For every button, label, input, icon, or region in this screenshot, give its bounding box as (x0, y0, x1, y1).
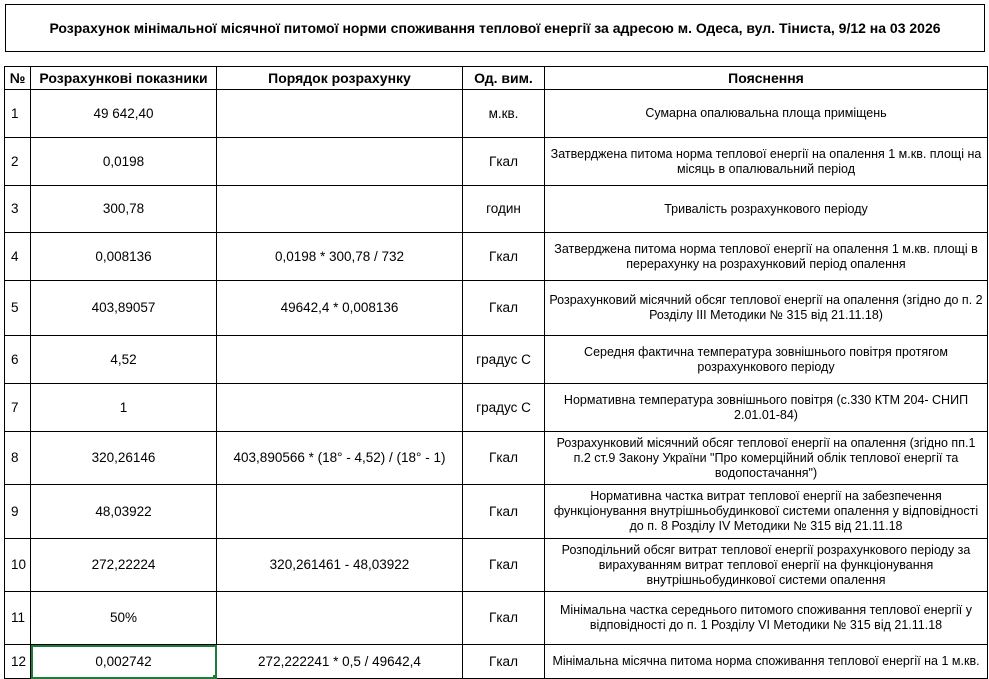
table-row (5, 645, 988, 679)
table-row (5, 384, 988, 432)
table-row (5, 90, 988, 138)
value-cell[interactable]: 50% (31, 592, 217, 645)
table-row (5, 432, 988, 485)
table-row (5, 281, 988, 336)
row-number-cell[interactable]: 7 (5, 384, 31, 432)
value-cell[interactable]: 272,22224 (31, 539, 217, 592)
unit-cell[interactable]: м.кв. (463, 90, 545, 138)
row-number-cell[interactable]: 9 (5, 485, 31, 539)
formula-cell[interactable] (217, 592, 463, 645)
unit-cell[interactable]: Гкал (463, 539, 545, 592)
explanation-cell[interactable]: Затверджена питома норма теплової енергії на опалення 1 м.кв. площі на місяць в опалювальний період (545, 138, 988, 186)
table-row (5, 539, 988, 592)
value-cell[interactable]: 320,26146 (31, 432, 217, 485)
row-number-cell[interactable]: 8 (5, 432, 31, 485)
table-row (5, 592, 988, 645)
explanation-cell[interactable]: Нормативна частка витрат теплової енергії на забезпечення функціонування внутрішньобудинкової системи опалення у відповідності до п. 8 Розділу IV Методики № 315 від 21.11.18 (545, 485, 988, 539)
formula-cell[interactable]: 49642,4 * 0,008136 (217, 281, 463, 336)
explanation-cell[interactable]: Розрахунковий місячний обсяг теплової енергії на опалення (згідно до п. 2 Розділу ІІІ Методики № 315 від 21.11.18) (545, 281, 988, 336)
header-row (5, 67, 988, 90)
explanation-cell[interactable]: Сумарна опалювальна площа приміщень (545, 90, 988, 138)
formula-cell[interactable]: 0,0198 * 300,78 / 732 (217, 233, 463, 281)
value-cell[interactable]: 300,78 (31, 186, 217, 233)
table-row (5, 485, 988, 539)
unit-cell[interactable]: Гкал (463, 138, 545, 186)
formula-cell[interactable]: 403,890566 * (18° - 4,52) / (18° - 1) (217, 432, 463, 485)
header-explanation[interactable]: Пояснення (545, 67, 988, 90)
value-cell[interactable]: 49 642,40 (31, 90, 217, 138)
row-number-cell[interactable]: 1 (5, 90, 31, 138)
formula-cell[interactable] (217, 485, 463, 539)
value-cell-selected[interactable]: 0,002742 (31, 645, 217, 679)
unit-cell[interactable]: Гкал (463, 281, 545, 336)
unit-cell[interactable]: Гкал (463, 592, 545, 645)
formula-cell[interactable] (217, 90, 463, 138)
formula-cell[interactable] (217, 336, 463, 384)
unit-cell[interactable]: Гкал (463, 485, 545, 539)
formula-cell[interactable]: 272,222241 * 0,5 / 49642,4 (217, 645, 463, 679)
table-row (5, 233, 988, 281)
unit-cell[interactable]: годин (463, 186, 545, 233)
row-number-cell[interactable]: 3 (5, 186, 31, 233)
table-row (5, 336, 988, 384)
row-number-cell[interactable]: 12 (5, 645, 31, 679)
calculation-table (4, 66, 988, 679)
header-formula[interactable]: Порядок розрахунку (217, 67, 463, 90)
explanation-cell[interactable]: Нормативна температура зовнішнього повітря (с.330 КТМ 204- СНИП 2.01.01-84) (545, 384, 988, 432)
explanation-cell[interactable]: Середня фактична температура зовнішнього повітря протягом розрахункового періоду (545, 336, 988, 384)
row-number-cell[interactable]: 6 (5, 336, 31, 384)
explanation-cell[interactable]: Затверджена питома норма теплової енергії на опалення 1 м.кв. площі в перерахунку на розрахунковий період опалення (545, 233, 988, 281)
explanation-cell[interactable]: Розрахунковий місячний обсяг теплової енергії на опалення (згідно пп.1 п.2 ст.9 Закону України "Про комерційний облік теплової енергії та водопостачання") (545, 432, 988, 485)
formula-cell[interactable] (217, 186, 463, 233)
explanation-cell[interactable]: Розподільний обсяг витрат теплової енергії розрахункового періоду за вирахуванням витрат теплової енергії на функціонування внутрішньобудинкової системи опалення (545, 539, 988, 592)
table-row (5, 138, 988, 186)
formula-cell[interactable]: 320,261461 - 48,03922 (217, 539, 463, 592)
row-number-cell[interactable]: 2 (5, 138, 31, 186)
unit-cell[interactable]: градус С (463, 384, 545, 432)
unit-cell[interactable]: градус С (463, 336, 545, 384)
explanation-cell[interactable]: Мінімальна місячна питома норма споживання теплової енергії на 1 м.кв. (545, 645, 988, 679)
value-cell[interactable]: 0,008136 (31, 233, 217, 281)
value-cell[interactable]: 4,52 (31, 336, 217, 384)
table-row (5, 186, 988, 233)
explanation-cell[interactable]: Мінімальна частка середнього питомого споживання теплової енергії у відповідності до п. 1 Розділу VI Методики № 315 від 21.11.18 (545, 592, 988, 645)
unit-cell[interactable]: Гкал (463, 645, 545, 679)
unit-cell[interactable]: Гкал (463, 233, 545, 281)
header-number[interactable]: № (5, 67, 31, 90)
explanation-cell[interactable]: Тривалість розрахункового періоду (545, 186, 988, 233)
row-number-cell[interactable]: 4 (5, 233, 31, 281)
unit-cell[interactable]: Гкал (463, 432, 545, 485)
header-unit[interactable]: Од. вим. (463, 67, 545, 90)
value-cell[interactable]: 403,89057 (31, 281, 217, 336)
formula-cell[interactable] (217, 138, 463, 186)
value-cell[interactable]: 48,03922 (31, 485, 217, 539)
row-number-cell[interactable]: 11 (5, 592, 31, 645)
formula-cell[interactable] (217, 384, 463, 432)
row-number-cell[interactable]: 10 (5, 539, 31, 592)
value-cell[interactable]: 1 (31, 384, 217, 432)
row-number-cell[interactable]: 5 (5, 281, 31, 336)
sheet-title: Розрахунок мінімальної місячної питомої норми споживання теплової енергії за адресою м. Одеса, вул. Тіниста, 9/12 на 03 2026 (5, 4, 985, 52)
header-indicators[interactable]: Розрахункові показники (31, 67, 217, 90)
value-cell[interactable]: 0,0198 (31, 138, 217, 186)
